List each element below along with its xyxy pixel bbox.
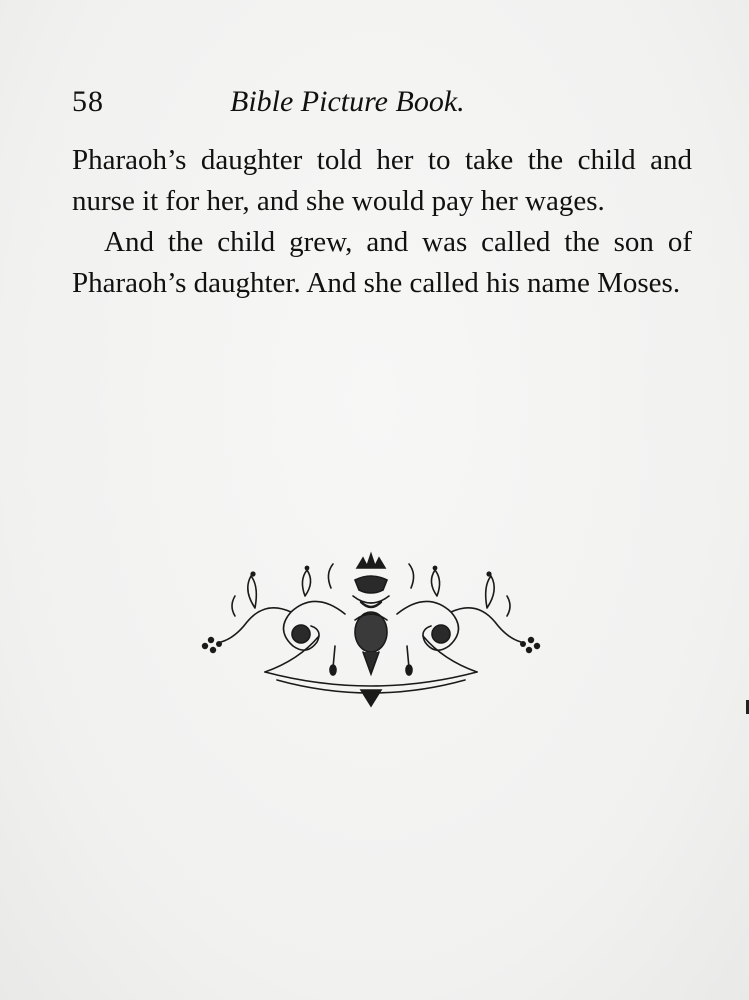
paragraph-2: And the child grew, and was called the son of Pharaoh’s daughter. And she called his name Moses. <box>72 226 692 299</box>
ornamental-vignette-icon <box>195 550 547 710</box>
page-number: 58 <box>72 85 104 118</box>
body-text <box>72 140 692 304</box>
page-header <box>72 82 502 122</box>
paragraph-1: Pharaoh’s daughter told her to take the child and nurse it for her, and she would pay her wages. <box>72 144 692 217</box>
running-title: Bible Picture Book. <box>230 85 465 118</box>
